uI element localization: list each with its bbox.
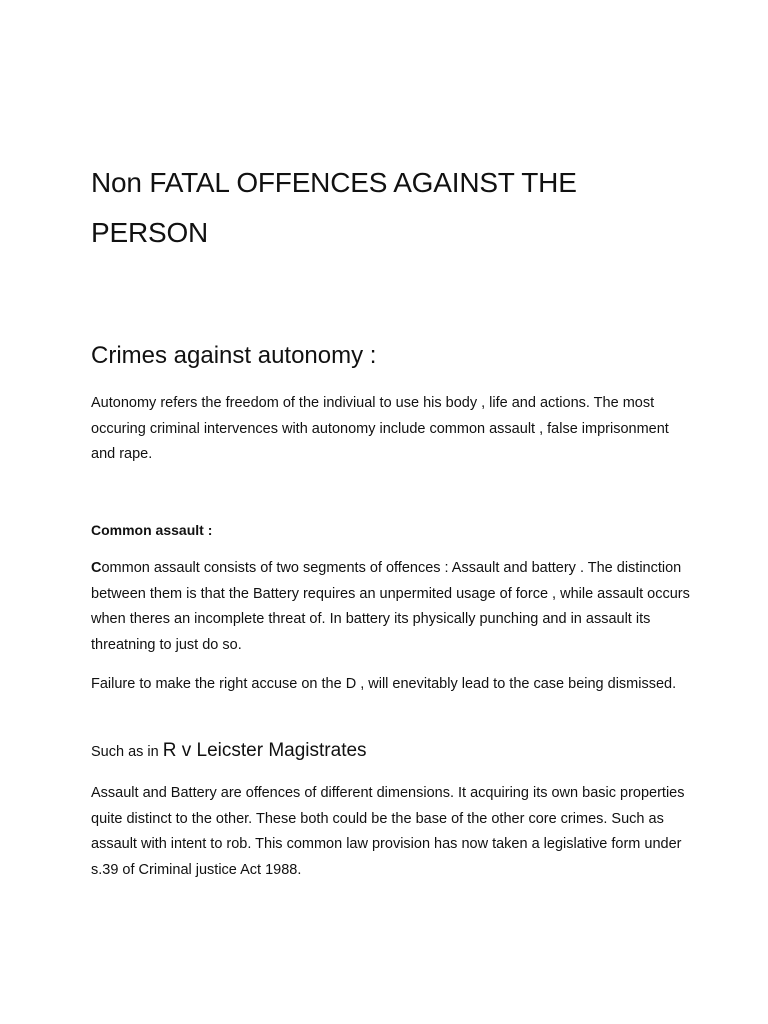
case-name: R v Leicster Magistrates: [162, 740, 367, 761]
dropcap-letter: C: [91, 560, 102, 576]
common-assault-paragraph: [91, 556, 691, 658]
section-heading: Crimes against autonomy :: [91, 342, 377, 369]
autonomy-paragraph: Autonomy refers the freedom of the indiviual to use his body , life and actions. The most occuring criminal intervences with autonomy include common assault , false imprisonment and rape.: [91, 395, 669, 462]
common-assault-text: ommon assault consists of two segments of offences : Assault and battery . The distinction between them is that the Battery requires an unpermited usage of force , while assault occurs when theres an incomplete threat of. In battery its physically punching and in assault its threatning to just do so.: [91, 560, 690, 653]
document-title: Non FATAL OFFENCES AGAINST THE PERSON: [91, 167, 577, 248]
final-paragraph: Assault and Battery are offences of different dimensions. It acquiring its own basic properties quite distinct to the other. These both could be the base of the other core crimes. Such as assault with intent to rob. This common law provision has now taken a legislative form under s.39 of Criminal justice Act 1988.: [91, 785, 685, 878]
case-prefix: Such as in: [91, 744, 163, 760]
common-assault-heading: Common assault :: [91, 522, 213, 538]
case-reference: [91, 736, 367, 767]
failure-paragraph: Failure to make the right accuse on the D , will enevitably lead to the case being dismissed.: [91, 676, 677, 692]
